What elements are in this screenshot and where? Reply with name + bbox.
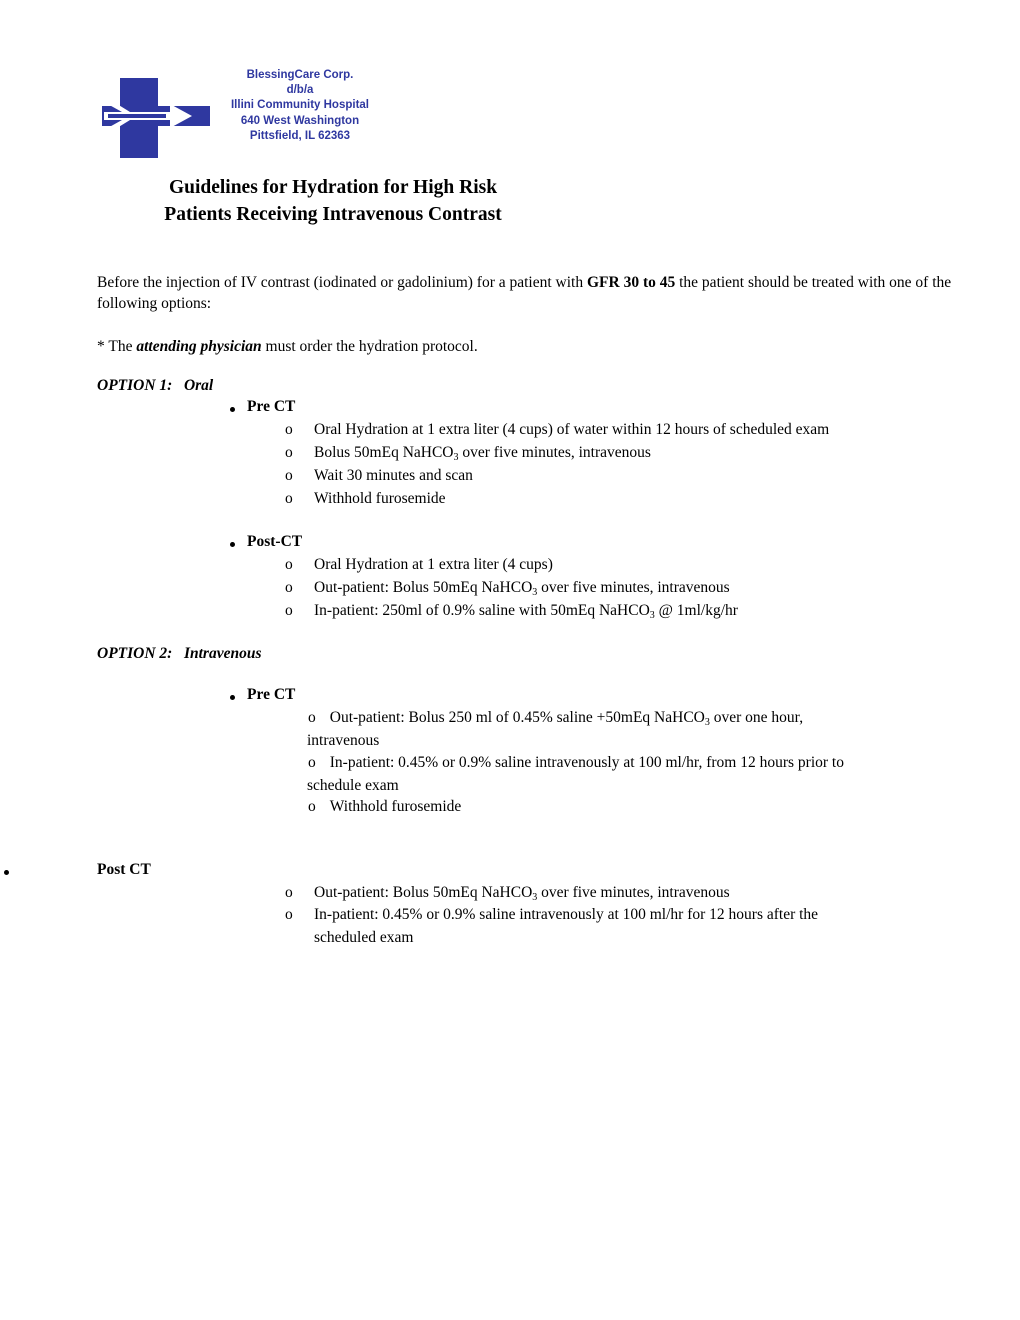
sub-bullet-icon: o (285, 421, 293, 438)
sub-bullet-icon: o (285, 467, 293, 484)
sub-bullet-icon: o (285, 444, 293, 461)
hospital-cross-logo (100, 76, 212, 160)
sub-bullet-icon: o (285, 602, 293, 619)
document-title (100, 174, 566, 228)
sub-bullet-icon: o (285, 556, 293, 573)
dba: d/b/a (286, 84, 314, 97)
org-name: BlessingCare Corp. (246, 69, 354, 81)
note-suffix: must order the hydration protocol. (261, 338, 478, 355)
bullet-icon (230, 542, 235, 547)
title-line-1: Guidelines for Hydration for High Risk (168, 177, 498, 198)
city-state-zip: Pittsfield, IL 62363 (249, 129, 351, 142)
intro-text-after: the patient should be treated with one of the following options: (97, 274, 952, 312)
sub-bullet-icon: o (285, 884, 293, 901)
sub-bullet-icon: o (285, 490, 293, 507)
option-2-label: OPTION 2: Intravenous (97, 645, 262, 662)
option-2-pre-ct-heading: Pre CT (247, 686, 296, 703)
option-1-label: OPTION 1: Oral (97, 377, 214, 394)
bullet-icon (230, 695, 235, 700)
hospital-address-block (212, 68, 388, 144)
list-item: o Out-patient: Bolus 250 ml of 0.45% saline +50mEq NaHCO$_3$ over one hour, intravenous (307, 709, 804, 749)
intro-paragraph (97, 272, 957, 314)
option-1-post-ct-heading: Post-CT (247, 533, 303, 550)
list-item: o In-patient: 0.45% or 0.9% saline intravenously at 100 ml/hr for 12 hours after the scheduled exam (285, 906, 819, 946)
sub-bullet-icon: o (308, 709, 316, 726)
sub-bullet-icon: o (308, 798, 316, 815)
street-address: 640 West Washington (240, 114, 360, 127)
hospital-name: Illini Community Hospital (230, 99, 369, 112)
intro-text-before: Before the injection of IV contrast (iodinated or gadolinium) for a patient with (97, 274, 587, 291)
title-line-2: Patients Receiving Intravenous Contrast (164, 204, 502, 225)
gfr-highlight: GFR 30 to 45 (586, 274, 676, 291)
bullet-icon (4, 870, 9, 875)
option-2-post-ct-heading: Post CT (97, 861, 151, 878)
sub-bullet-icon: o (285, 906, 293, 923)
list-item: o In-patient: 0.45% or 0.9% saline intravenously at 100 ml/hr, from 12 hours prior to schedule exam (307, 754, 844, 794)
option-1-pre-ct-heading: Pre CT (247, 398, 296, 415)
note-emphasis: attending physician (136, 338, 262, 355)
note-prefix: * The (97, 338, 137, 355)
list-item: o Withhold furosemide (308, 798, 462, 815)
bullet-icon (230, 407, 235, 412)
attending-note (97, 336, 957, 357)
sub-bullet-icon: o (285, 579, 293, 596)
sub-bullet-icon: o (308, 754, 316, 771)
